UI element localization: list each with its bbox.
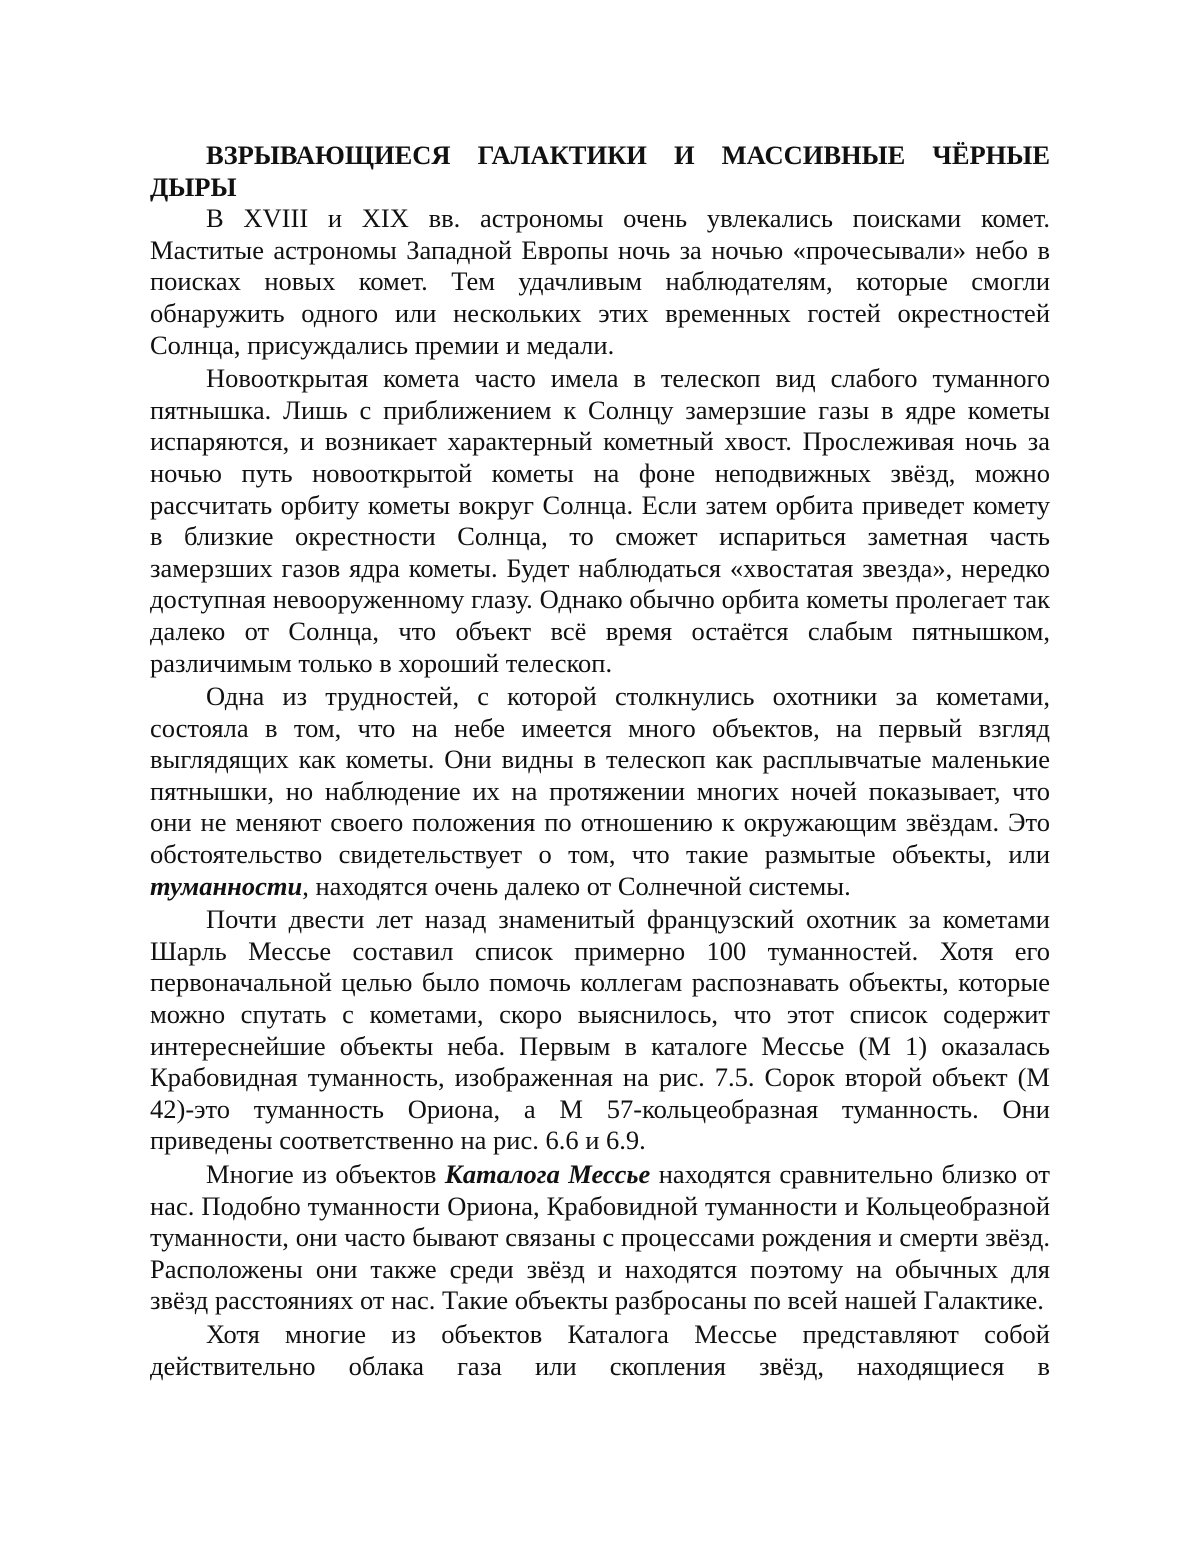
paragraph-comet-hunting: В XVIII и XIX вв. астрономы очень увлекались поисками комет. Маститые астрономы Западной Европы ночь за ночью «прочесывали» небо в поисках новых комет. Тем удачливым наблюдателям, которые смогли обнаружить одного или нескольких этих временных гостей окрестностей Солнца, присуждались премии и медали.: [150, 203, 1050, 360]
paragraph-new-comet: Новооткрытая комета часто имела в телескоп вид слабого туманного пятнышка. Лишь с приближением к Солнцу замерзшие газы в ядре кометы испаряются, и возникает характерный кометный хвост. Прослеживая ночь за ночью путь новооткрытой кометы на фоне неподвижных звёзд, можно рассчитать орбиту кометы вокруг Солнца. Если затем орбита приведет комету в близкие окрестности Солнца, то сможет испариться заметная часть замерзших газов ядра кометы. Будет наблюдаться «хвостатая звезда», нередко доступная невооруженному глазу. Однако обычно орбита кометы пролегает так далеко от Солнца, что объект всё время остаётся слабым пятнышком, различимым только в хороший телескоп.: [150, 363, 1050, 678]
paragraph-messier-catalog: [150, 1159, 1050, 1317]
paragraph-nebulae-after: , находятся очень далеко от Солнечной системы.: [302, 870, 851, 901]
paragraph-messier-catalog-before: Многие из объектов: [206, 1159, 445, 1189]
document-title: ВЗРЫВАЮЩИЕСЯ ГАЛАКТИКИ И МАССИВНЫЕ ЧЁРНЫЕ ДЫРЫ: [150, 140, 1050, 202]
paragraph-gas-clouds: Хотя многие из объектов Каталога Мессье представляют собой действительно облака газа или скопления звёзд, находящиеся в: [150, 1318, 1050, 1381]
document-page: [150, 140, 1050, 1384]
paragraph-messier-list: Почти двести лет назад знаменитый французский охотник за кометами Шарль Мессье составил список примерно 100 туманностей. Хотя его первоначальной целью было помочь коллегам распознавать объекты, которые можно спутать с кометами, скоро выяснилось, что этот список содержит интереснейшие объекты неба. Первым в каталоге Мессье (М 1) оказалась Крабовидная туманность, изображенная на рис. 7.5. Сорок второй объект (М 42)-это туманность Ориона, а М 57-кольцеобразная туманность. Они приведены соответственно на рис. 6.6 и 6.9.: [150, 904, 1050, 1156]
paragraph-nebulae: [150, 681, 1050, 902]
term-messier-catalog: Каталога Мессье: [444, 1159, 651, 1189]
term-nebulae: туманности: [150, 870, 303, 901]
paragraph-messier-catalog-after: находятся сравнительно близко от нас. Подобно туманности Ориона, Крабовидной туманности и Кольцеобразной туманности, они часто бывают связаны с процессами рождения и смерти звёзд. Расположены они также среди звёзд и находятся поэтому на обычных для звёзд расстояниях от нас. Такие объекты разбросаны по всей нашей Галактике.: [150, 1159, 1050, 1316]
paragraph-nebulae-before: Одна из трудностей, с которой столкнулись охотники за кометами, состояла в том, что на небе имеется много объектов, на первый взгляд выглядящих как кометы. Они видны в телескоп как расплывчатые маленькие пятнышки, но наблюдение их на протяжении многих ночей показывает, что они не меняют своего положения по отношению к окружающим звёздам. Это обстоятельство свидетельствует о том, что такие размытые объекты, или: [150, 681, 1050, 870]
